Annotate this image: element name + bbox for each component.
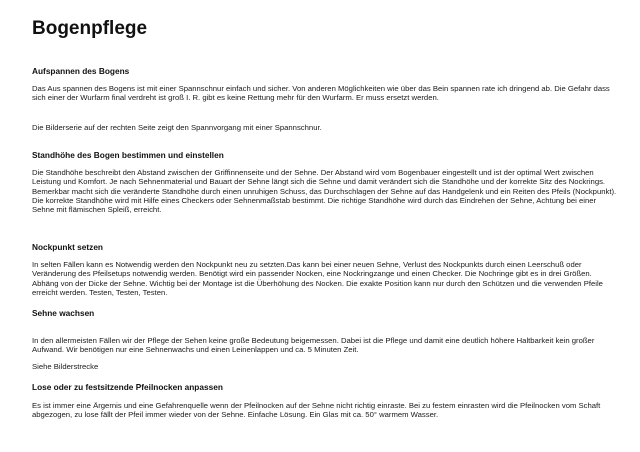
section-heading-pfeilnocken: Lose oder zu festsitzende Pfeilnocken anpassen	[32, 382, 223, 392]
section-paragraph: In selten Fällen kann es Notwendig werden den Nockpunkt neu zu setzten.Das kann bei einer neuen Sehne, Verlust des Nockpunkts durch einen Leerschuß oder Veränderung des Pfeilsetups notwendig werden. Benötigt wird ein passender Nocken, eine Nockringzange und einen Checker. Die Nochringe gibt es in drei Größen. Abhäng von der Dicke der Sehne. Wichtig bei der Montage ist die Überhöhung des Nocken. Die exakte Position kann nur durch den Schützen und die verwenden Pfeile erreicht werden. Testen, Testen, Testen.	[32, 260, 603, 297]
section-heading-aufspannen: Aufspannen des Bogens	[32, 66, 130, 76]
section-heading-sehne-wachsen: Sehne wachsen	[32, 308, 95, 318]
section-paragraph: Es ist immer eine Ärgernis und eine Gefahrenquelle wenn der Pfeilnocken auf der Sehne nicht richtig einraste. Bei zu festem einrasten wird die Pfeilnocken vom Schaft abgezogen, zu lose fällt der Pfeil immer wieder von der Sehne. Einfache Lösung. Ein Glas mit ca. 50° warmem Wasser.	[32, 401, 601, 420]
section-heading-standhoehe: Standhöhe des Bogen bestimmen und einstellen	[32, 150, 224, 160]
section-paragraph: In den allermeisten Fällen wir der Pflege der Sehen keine große Bedeutung beigemessen. Dabei ist die Pflege und damit eine deutlich höhere Haltbarkeit kein großer Aufwand. Wir benötigen nur eine Sehnenwachs und einen Leinenlappen und ca. 5 Minuten Zeit.	[32, 336, 595, 355]
section-heading-nockpunkt: Nockpunkt setzen	[32, 242, 103, 252]
section-paragraph: Das Aus spannen des Bogens ist mit einer Spannschnur einfach und sicher. Von anderen Möglichkeiten wie über das Bein spannen rate ich dringend ab. Die Gefahr dass sich einer der Wurfarm final verdreht ist groß I. R. gibt es keine Rettung mehr für den Wurfarm. Er muss ersetzt werden.	[32, 84, 610, 103]
page-title: Bogenpflege	[32, 18, 148, 39]
section-paragraph: Siehe Bilderstrecke	[32, 362, 99, 371]
section-paragraph: Die Bilderserie auf der rechten Seite zeigt den Spannvorgang mit einer Spannschnur.	[32, 123, 322, 132]
section-paragraph: Die Standhöhe beschreibt den Abstand zwischen der Griffinnenseite und der Sehne. Der Abstand wird vom Bogenbauer eingestellt und ist der optimal Wert zwischen Leistung und Komfort. Je nach Sehnenmaterial und Bauart der Sehne längt sich die Sehne und damit verändert sich die Standhöhe und der korrekte Sitz des Nockrings. Bemerkbar macht sich die veränderte Standhöhe durch einen unruhigen Schuss, das Durchschlagen der Sehne auf das Handgelenk und ein Reiten des Pfeils (Nockpunkt). Die korrekte Standhöhe wird mit Hilfe eines Checkers oder Sehnenmaßstab bestimmt. Die richtige Standhöhe wird durch das Eindrehen der Sehne, Achtung bei einer Sehne mit flämischen Spleiß, erreicht.	[32, 168, 617, 215]
